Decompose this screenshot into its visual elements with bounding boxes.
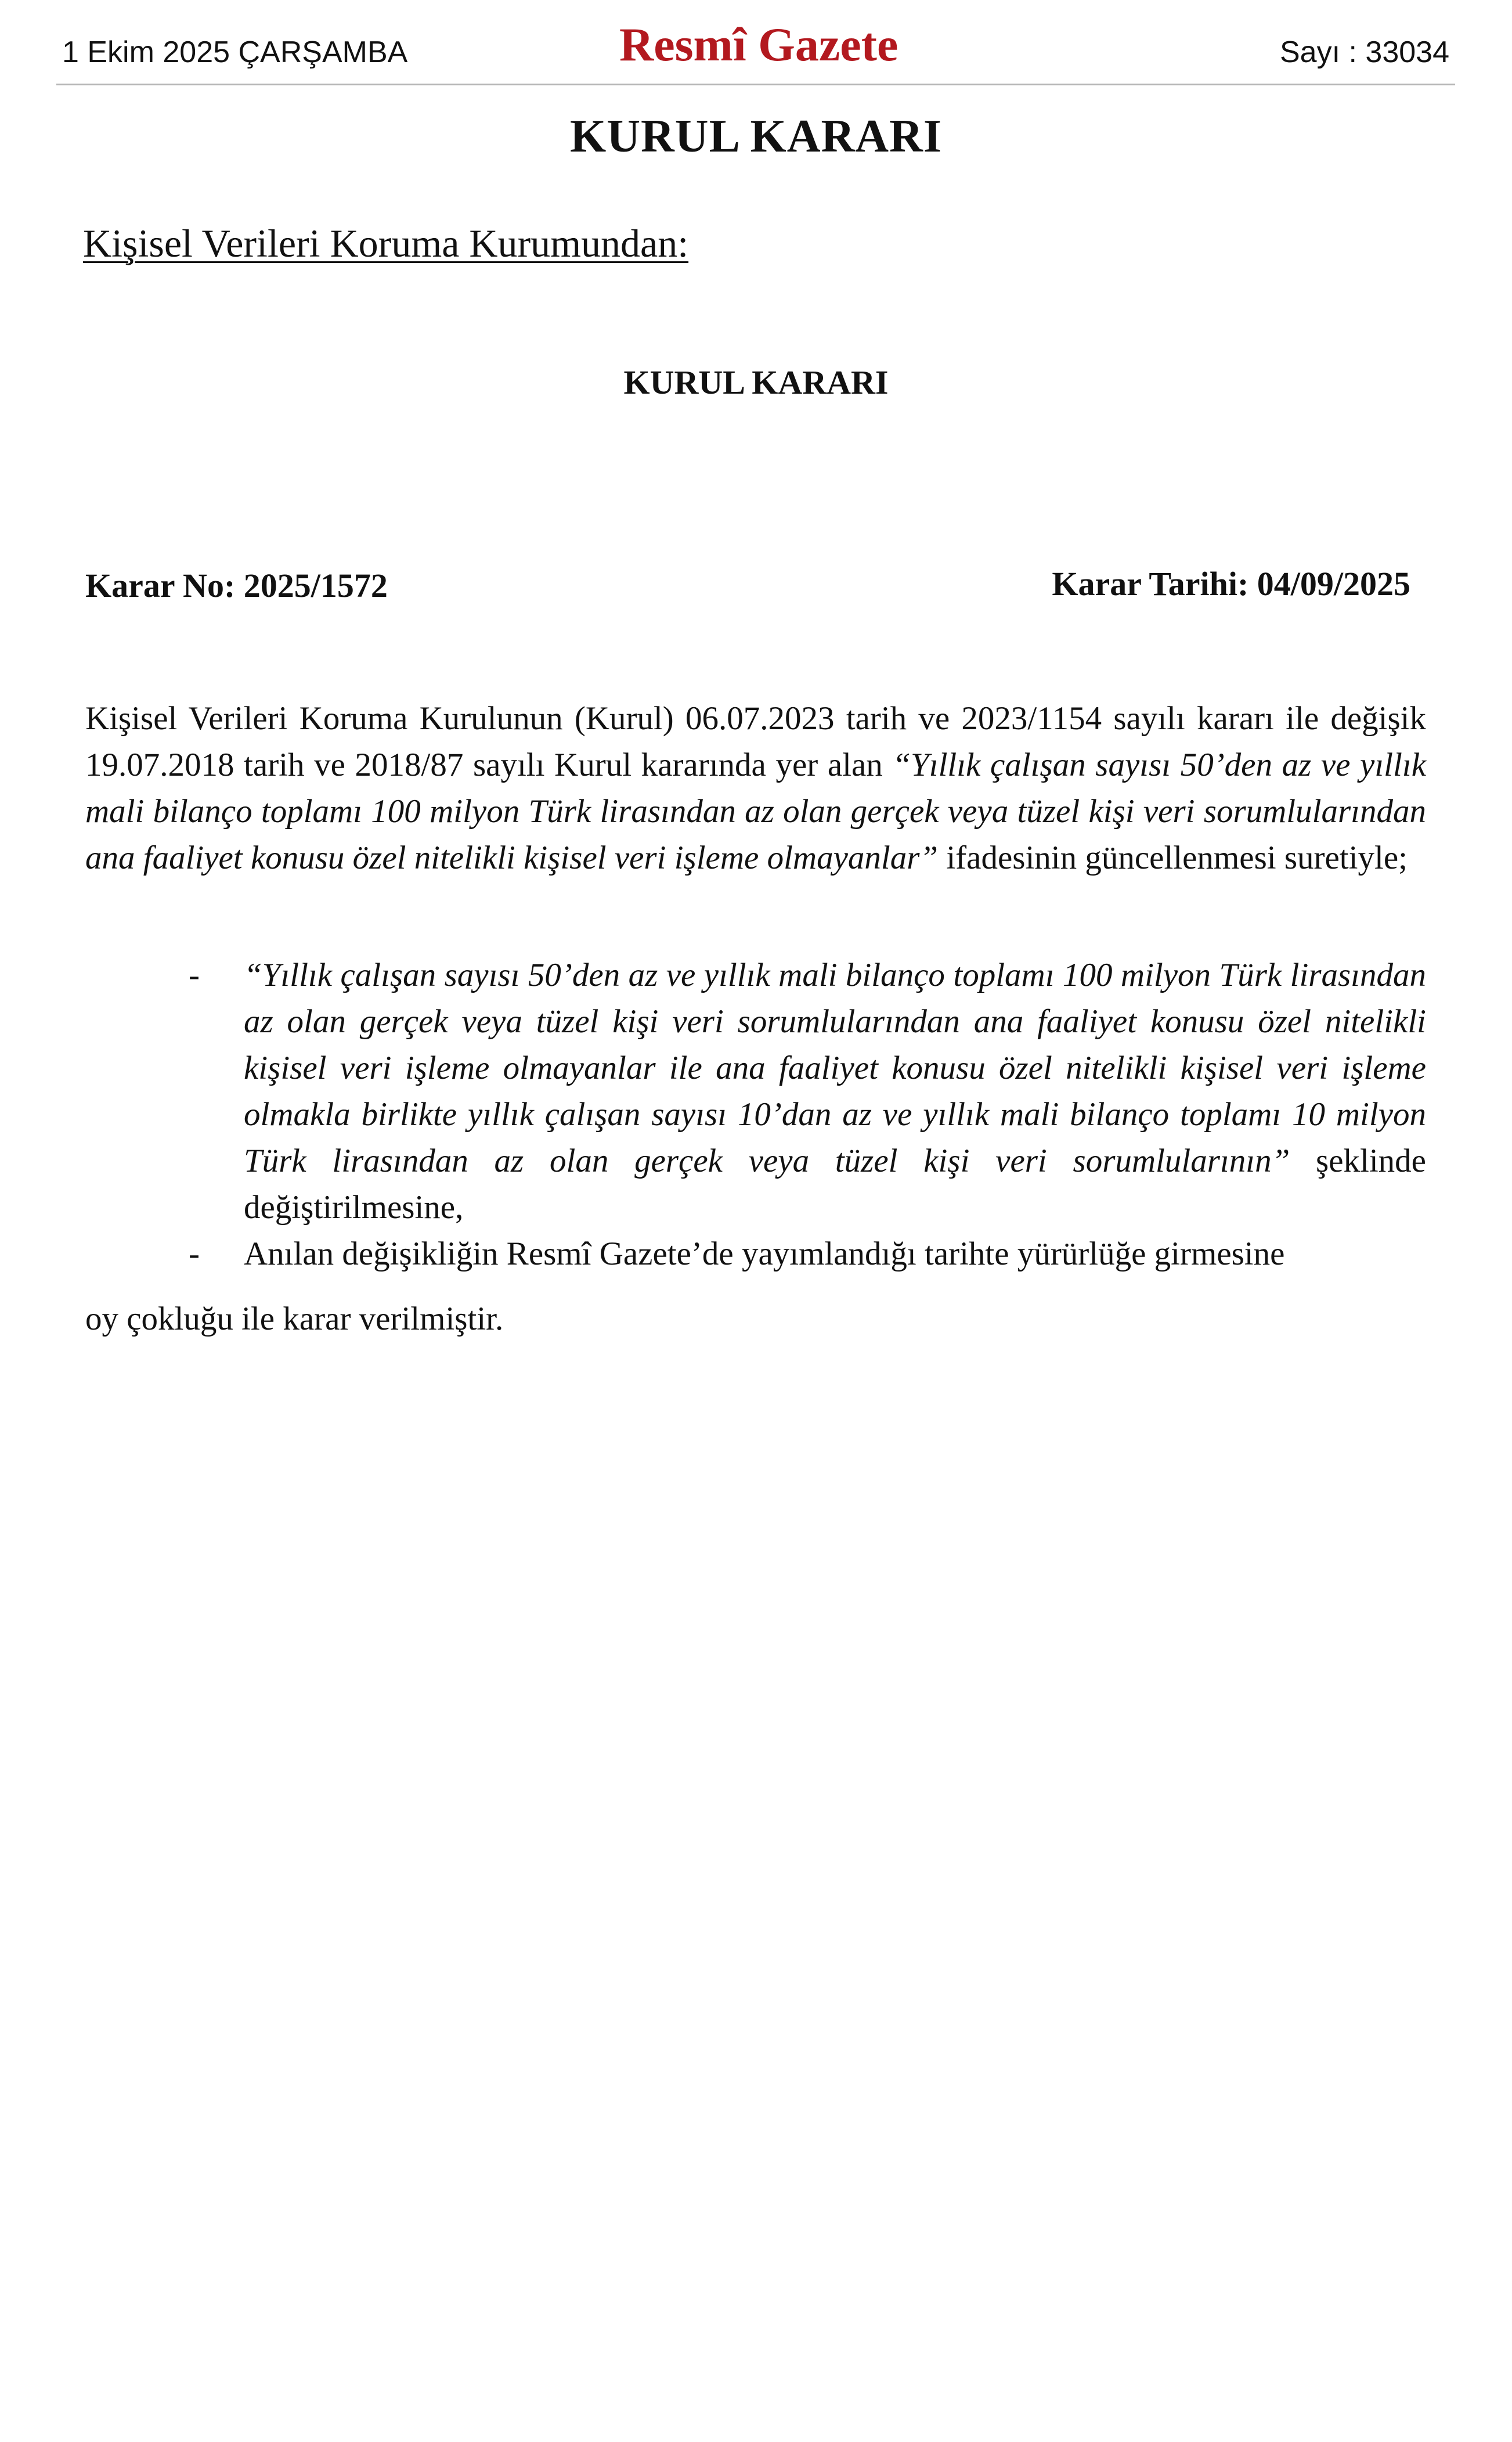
paragraph-text	[85, 696, 1426, 881]
list-item	[85, 952, 1426, 1231]
publication-date: 1 Ekim 2025 ÇARŞAMBA	[62, 35, 408, 69]
gazette-title: Resmî Gazete	[619, 18, 898, 71]
list-item	[85, 1231, 1426, 1277]
decision-heading: KURUL KARARI	[623, 363, 889, 401]
document-type-title: KURUL KARARI	[570, 111, 942, 162]
decision-date: Karar Tarihi: 04/09/2025	[1052, 565, 1410, 603]
header-divider	[56, 84, 1455, 85]
list-item-text: Anılan değişikliğin Resmî Gazete’de yayımlandığı tarihte yürürlüğe girmesine	[244, 1236, 1285, 1272]
list-item-quote: “Yıllık çalışan sayısı 50’den az ve yıllık mali bilanço toplamı 100 milyon Türk lirasından az olan gerçek veya tüzel kişi veri sorumlularından ana faaliyet konusu özel nitelikli kişisel veri işleme olmayanlar ile ana faaliyet konusu özel nitelikli kişisel veri işleme olmakla birlikte yıllık çalışan sayısı 10’dan az ve yıllık mali bilanço toplamı 10 milyon Türk lirasından az olan gerçek veya tüzel kişi veri sorumlularının”	[244, 957, 1426, 1179]
paragraph-quote: “Yıllık çalışan sayısı 50’den az ve yıllık mali bilanço toplamı 100 milyon Türk lirasından az olan gerçek veya tüzel kişi veri sorumlularından ana faaliyet konusu özel nitelikli kişisel veri işleme olmayanlar”	[85, 747, 1426, 876]
gazette-header	[56, 17, 1455, 84]
decision-list	[85, 952, 1426, 1277]
paragraph-intro: Kişisel Verileri Koruma Kurulunun (Kurul) 06.07.2023 tarih ve 2023/1154 sayılı kararı ile değişik 19.07.2018 tarih ve 2018/87 sayılı Kurul kararında yer alan	[85, 700, 1426, 783]
list-item-text: şeklinde değiştirilmesine,	[244, 1143, 1426, 1226]
paragraph-outro: ifadesinin güncellenmesi suretiyle;	[938, 840, 1408, 876]
closing-statement: oy çokluğu ile karar verilmiştir.	[85, 1301, 504, 1337]
issue-number: Sayı : 33034	[1280, 35, 1449, 69]
decision-number: Karar No: 2025/1572	[85, 567, 388, 604]
list-dash: -	[189, 957, 200, 993]
decision-paragraph	[85, 696, 1426, 881]
list-dash: -	[189, 1236, 200, 1272]
issuing-institution: Kişisel Verileri Koruma Kurumundan:	[83, 221, 689, 265]
